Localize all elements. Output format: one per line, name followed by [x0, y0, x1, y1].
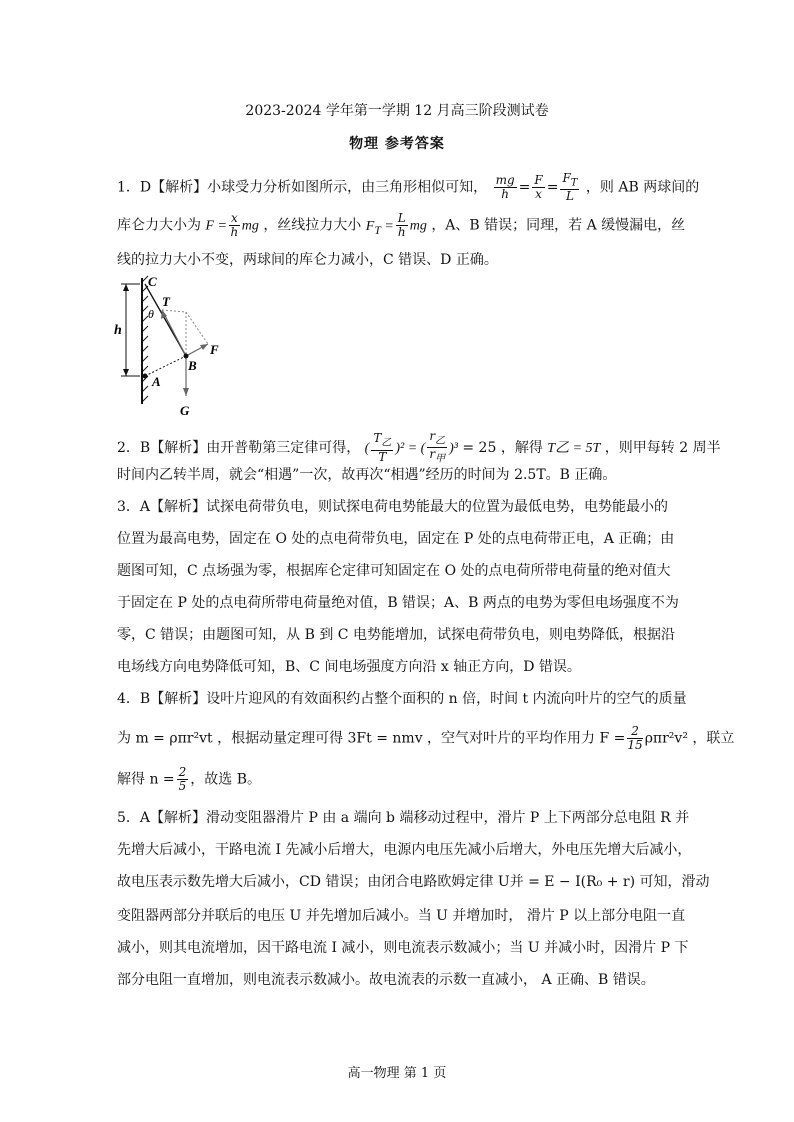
q5-line-4: 变阻器两部分并联后的电压 U 并先增加后减小。当 U 并增加时， 滑片 P 以上部分电阻一直	[117, 908, 686, 924]
q4-line2-b: ρπr²v² ，联立	[644, 730, 735, 747]
q1-frac-ft-l: $\frac{F_T}{L}$	[562, 171, 578, 204]
q3-line-3: 题图可知，C 点场强为零，根据库仑定律可知固定在 O 处的点电荷所带电荷量的绝对值大	[117, 563, 671, 579]
page-title: 2023-2024 学年第一学期 12 月高三阶段测试卷	[245, 103, 549, 119]
q4-frac-2-5: $\frac{2}{5}$	[178, 765, 187, 793]
q3-line-5: 零，C 错误；由题图可知，从 B 到 C 电势能增加，试探电荷带负电，则电势降低，根据沿	[117, 627, 675, 643]
q2-tail: ，则甲每转 2 周半	[604, 439, 721, 456]
q1-frac-l-h: $\frac{L}{h}$	[397, 211, 406, 239]
label-f: F	[210, 342, 219, 357]
q2-frac-r: $\frac{r_乙}{r_甲}$	[429, 429, 446, 465]
q1-frac-f-x: $\frac{F}{x}$	[534, 173, 543, 202]
force-diagram	[112, 272, 222, 420]
q1-prefix: 1．D【解析】小球受力分析如图所示，由三角形相似可知，	[117, 179, 488, 196]
q4-line3-a: 解得 n =	[117, 771, 175, 788]
q1-after-ratio: ，则 AB 两球间的	[585, 179, 700, 196]
q1-line-1: 1．D【解析】小球受力分析如图所示，由三角形相似可知， $\frac{mg}{h}$ = $\frac{F}{x}$ = $\frac{F_T}{L}$ ，则 AB 两球间的	[117, 171, 700, 204]
q3-line-6: 电场线方向电势降低可知，B、C 间电场强度方向沿 x 轴正方向，D 错误。	[117, 659, 581, 675]
q2-after: ，解得	[500, 439, 543, 456]
q1-line2-c: ，A、B 错误；同理，若 A 缓慢漏电，丝	[431, 217, 686, 234]
force-diagram-svg	[112, 272, 222, 420]
label-t: T	[162, 294, 170, 309]
q2-eq: = 25	[462, 439, 497, 456]
label-theta: θ	[148, 307, 154, 321]
q1-line2-b: ，丝线拉力大小	[263, 217, 362, 234]
label-c: C	[148, 274, 157, 289]
q4-line-1: 4．B【解析】设叶片迎风的有效面积约占整个面积的 n 倍，时间 t 内流向叶片的空气的质量	[117, 691, 687, 707]
q4-line-2	[117, 725, 734, 752]
q3-line-2: 位置为最高电势，固定在 O 处的点电荷带负电，固定在 P 处的点电荷带正电，A 正确；由	[117, 531, 675, 547]
q5-line-2: 先增大后减小，干路电流 I 先减小后增大，电源内电压先减小后增大，外电压先增大后减小，	[117, 842, 692, 858]
q5-line-5: 减小，则其电流增加，因干路电流 I 减小，则电流表示数减小；当 U 并减小时，因滑片 P 下	[117, 940, 689, 956]
q1-line-2: 库仑力大小为 F = $\frac{x}{h}$ mg ，丝线拉力大小 $F_T$ = $\frac{L}{h}$ mg ，A、B 错误；同理，若 A 缓慢漏电，丝	[117, 211, 686, 239]
q4-line-3	[117, 766, 261, 793]
q5-line-1: 5．A【解析】滑动变阻器滑片 P 由 a 端向 b 端移动过程中，滑片 P 上下两部分总电阻 R 并	[117, 810, 690, 826]
q3-line-4: 于固定在 P 处的点电荷所带电荷量绝对值，B 错误；A、B 两点的电势为零但电场强度不为	[117, 595, 679, 611]
page-subtitle: 物理 参考答案	[349, 136, 445, 152]
q5-line-6: 部分电阻一直增加，则电流表示数减小。故电流表的示数一直减小， A 正确、B 错误。	[117, 972, 655, 988]
q4-line2-a: 为 m = ρπr²vt ，根据动量定理可得 3Ft = nmv ，空气对叶片的平均作用力 F =	[117, 730, 626, 747]
q1-line-3: 线的拉力大小不变，两球间的库仑力减小，C 错误、D 正确。	[117, 252, 498, 268]
q2-frac-t: $\frac{T_乙}{T}$	[373, 431, 392, 464]
q1-frac-mg-h: $\frac{mg}{h}$	[495, 173, 515, 202]
q2-line-2: 时间内乙转半周，就会“相遇”一次，故再次“相遇”经历的时间为 2.5T。B 正确。	[117, 467, 617, 483]
label-g: G	[180, 403, 190, 418]
q4-frac-2-15: $\frac{2}{15}$	[627, 724, 643, 752]
label-a: A	[152, 374, 161, 389]
label-b: B	[188, 358, 197, 373]
q4-line3-b: ，故选 B。	[190, 771, 262, 788]
q5-line-3: 故电压表示数先增大后减小，CD 错误；由闭合电路欧姆定律 U并 = E − I(R₀ + r) 可知，滑动	[117, 874, 710, 890]
q2-result: T乙 = 5T	[547, 440, 601, 456]
page-footer: 高一物理 第 1 页	[347, 1066, 447, 1081]
label-h: h	[114, 323, 122, 338]
q1-line2-a: 库仑力大小为	[117, 217, 201, 234]
q2-prefix: 2．B【解析】由开普勒第三定律可得，	[117, 439, 361, 456]
q2-line-1: 2．B【解析】由开普勒第三定律可得， ( $\frac{T_乙}{T}$ )² = ( $\frac{r_乙}{r_甲}$ )³ = 25 ，解得 T乙 = 5T ，则甲每转 2 周半	[117, 429, 721, 465]
q3-line-1: 3．A【解析】试探电荷带负电，则试探电荷电势能最大的位置为最低电势，电势能最小的	[117, 499, 669, 515]
q1-frac-x-h: $\frac{x}{h}$	[230, 211, 239, 239]
